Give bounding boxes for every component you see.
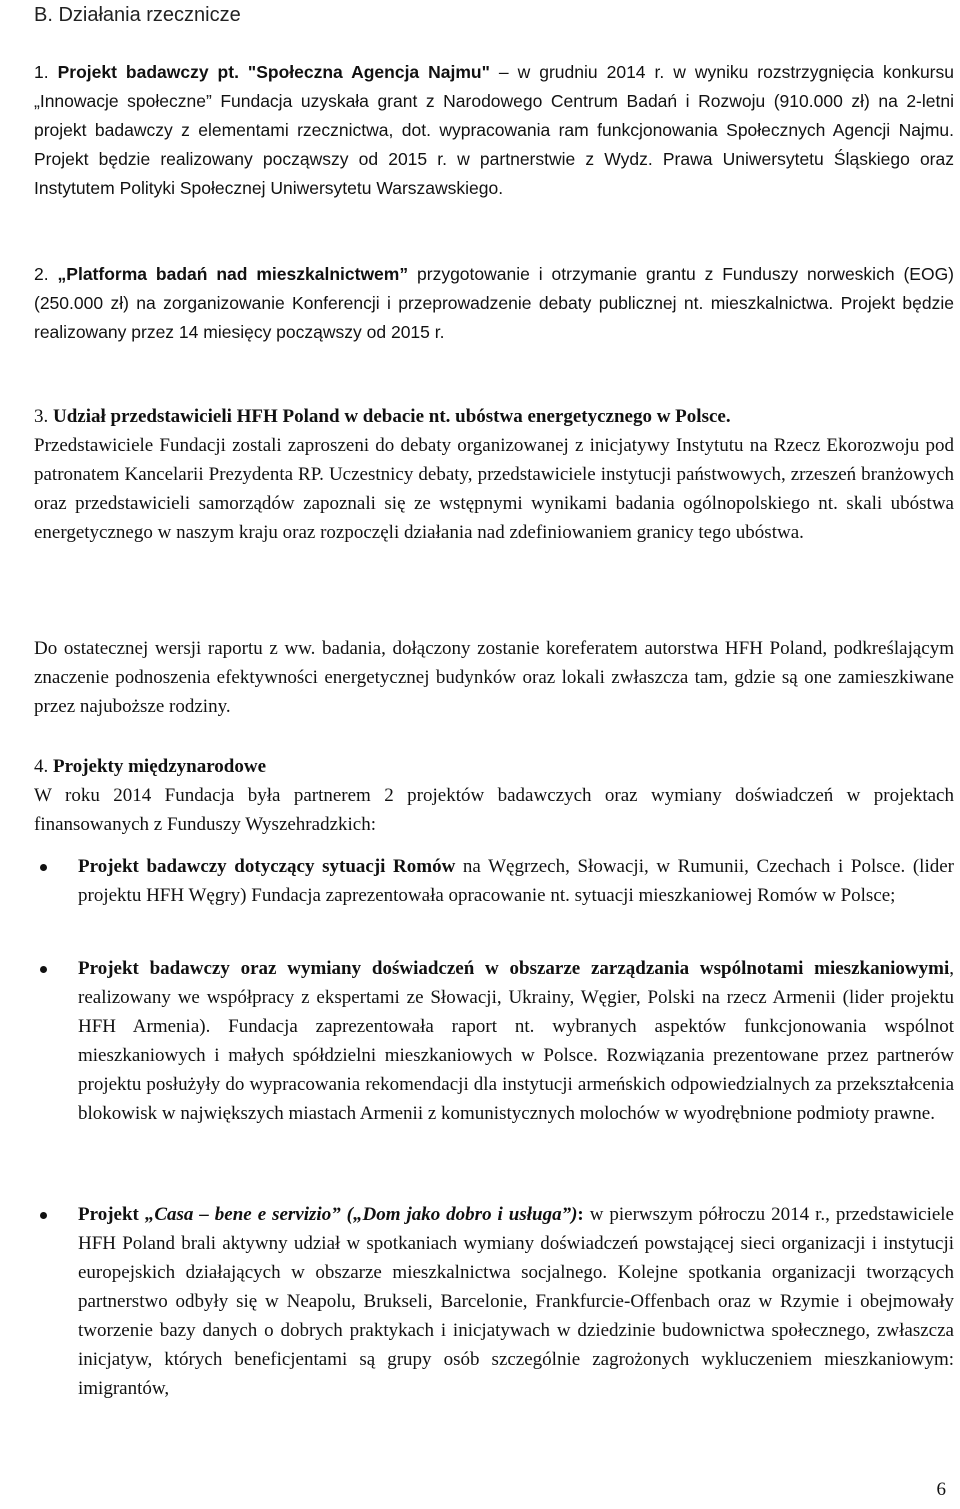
bullet-item-3: [78, 1200, 954, 1403]
item-2-title: „Platforma badań nad mieszkalnictwem”: [57, 264, 409, 284]
item-4-number: 4.: [34, 756, 49, 777]
item-4-title: Projekty międzynarodowe: [53, 756, 267, 777]
item-4-paragraph-1: W roku 2014 Fundacja była partnerem 2 projektów badawczych oraz wymiany doświadczeń w projektach finansowanych z Funduszy Wyszehradzkich:: [34, 785, 954, 835]
section-title: B. Działania rzecznicze: [34, 4, 241, 26]
bullet-item-2: [78, 954, 954, 1128]
item-4: [34, 752, 954, 839]
bullet-dot-2: [40, 966, 47, 973]
item-2-text: przygotowanie i otrzymanie grantu z Funduszy norweskich (EOG) (250.000 zł) na zorganizowanie Konferencji i przeprowadzenie debaty publicznej nt. mieszkalnictwa. Projekt będzie realizowany przez 14 miesięcy począwszy od 2015 r.: [34, 264, 955, 342]
item-2: [34, 260, 954, 347]
item-3-paragraph-2: Do ostatecznej wersji raportu z ww. badania, dołączony zostanie koreferatem autorstwa HFH Poland, podkreślającym znaczenie podnoszenia efektywności energetycznej budynków oraz lokali zwłaszcza tam, gdzie są one zamieszkiwane przez najuboższe rodziny.: [34, 638, 954, 717]
item-1: [34, 58, 954, 203]
bullet-3-title-italic: „Casa – bene e servizio” („Dom jako dobro i usługa”): [144, 1204, 578, 1225]
page-number: 6: [936, 1479, 946, 1500]
bullet-2-title: Projekt badawczy oraz wymiany doświadczeń w obszarze zarządzania wspólnotami mieszkaniowymi: [78, 958, 950, 979]
item-2-number: 2.: [34, 264, 49, 284]
item-3-paragraph-1: Przedstawiciele Fundacji zostali zaproszeni do debaty organizowanej z inicjatywy Instytutu na Rzecz Ekorozwoju pod patronatem Kancelarii Prezydenta RP. Uczestnicy debaty, przedstawiciele instytucji państwowych, zrzeszeń branżowych oraz przedstawicieli samorządów zapoznali się ze wstępnymi wynikami badania ogólnopolskiego nt. skali ubóstwa energetycznego w naszym kraju oraz rozpoczęli działania nad zdefiniowaniem granicy tego ubóstwa.: [34, 435, 954, 543]
bullet-1-title: Projekt badawczy dotyczący sytuacji Romów: [78, 856, 456, 877]
bullet-3-colon: :: [577, 1204, 584, 1225]
bullet-dot-1: [40, 864, 47, 871]
item-1-title: Projekt badawczy pt. "Społeczna Agencja Najmu": [57, 62, 490, 82]
item-1-number: 1.: [34, 62, 49, 82]
bullet-2-text: , realizowany we współpracy z ekspertami ze Słowacji, Ukrainy, Węgier, Polski na rzecz Armenii (lider projektu HFH Armenia). Fundacja zaprezentowała raport nt. wybranych aspektów funkcjonowania wspólnot mieszkaniowych i małych spółdzielni mieszkaniowych w Polsce. Rozwiązania prezentowane przez partnerów projektu posłużyły do wypracowania rekomendacji dla instytucji armeńskich odpowiedzialnych za przekształcenia blokowisk w największych miastach Armenii z komunistycznych molochów w wyodrębnione podmioty prawne.: [78, 958, 954, 1124]
bullet-3-text: w pierwszym półroczu 2014 r., przedstawiciele HFH Poland brali aktywny udział w spotkaniach wymiany doświadczeń powstającej sieci organizacji i instytucji europejskich działających w obszarze mieszkalnictwa socjalnego. Kolejne spotkania organizacji tworzących partnerstwo odbyły się w Neapolu, Brukseli, Barcelonie, Frankfurcie-Offenbach oraz w Rzymie i obejmowały tworzenie bazy danych o dobrych praktykach i inicjatywach w dziedzinie budownictwa społecznego, zwłaszcza inicjatyw, których beneficjentami są grupy osób szczególnie zagrożonych wykluczeniem mieszkaniowym: imigrantów,: [78, 1204, 954, 1399]
item-3-number: 3.: [34, 406, 49, 427]
item-3-title: Udział przedstawicieli HFH Poland w debacie nt. ubóstwa energetycznego w Polsce.: [53, 406, 731, 427]
item-1-text: – w grudniu 2014 r. w wyniku rozstrzygnięcia konkursu „Innowacje społeczne” Fundacja uzyskała grant z Narodowego Centrum Badań i Rozwoju (910.000 zł) na 2-letni projekt badawczy z elementami rzecznictwa, dot. wypracowania ram funkcjonowania Społecznych Agencji Najmu. Projekt będzie realizowany począwszy od 2015 r. w partnerstwie z Wydz. Prawa Uniwersytetu Śląskiego oraz Instytutem Polityki Społecznej Uniwersytetu Warszawskiego.: [34, 62, 954, 198]
bullet-dot-3: [40, 1212, 47, 1219]
bullet-1-text: na Węgrzech, Słowacji, w Rumunii, Czechach i Polsce. (lider projektu HFH Węgry) Fundacja zaprezentowała opracowanie nt. sytuacji mieszkaniowej Romów w Polsce;: [78, 856, 954, 906]
bullet-3-title: Projekt: [78, 1204, 145, 1225]
bullet-item-1: [78, 852, 954, 910]
item-3: [34, 402, 954, 547]
